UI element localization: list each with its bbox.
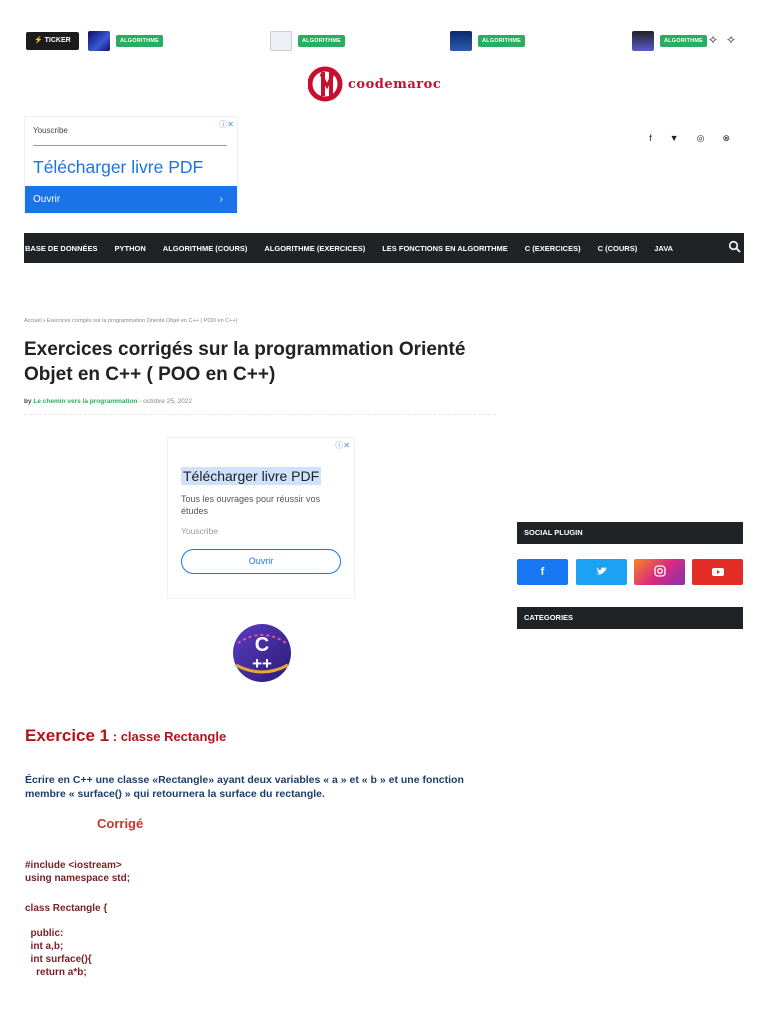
- page-title: Exercices corrigés sur la programmation Orienté Objet en C++ ( POO en C++): [24, 339, 466, 385]
- byline-prefix: by: [24, 398, 32, 405]
- facebook-icon[interactable]: f: [649, 133, 652, 143]
- instagram-icon[interactable]: ◎: [696, 133, 705, 143]
- main-nav: [24, 233, 744, 263]
- nav-item-java[interactable]: JAVA: [654, 243, 674, 253]
- next-arrow-icon[interactable]: ✧: [725, 33, 737, 47]
- meta-divider: [24, 414, 496, 415]
- ticker-badge: ⚡ TICKER: [26, 32, 79, 50]
- exercise-title: Exercice 1: [25, 726, 110, 745]
- ticker-item[interactable]: [632, 30, 707, 52]
- ad-open-label: Ouvrir: [33, 194, 61, 205]
- pinterest-icon[interactable]: ⊗: [722, 133, 730, 143]
- chart-thumb[interactable]: [270, 31, 292, 51]
- exercise-subtitle: : classe Rectangle: [109, 729, 227, 744]
- poo-thumb[interactable]: [632, 31, 654, 51]
- prev-arrow-icon[interactable]: ✧: [707, 33, 719, 47]
- nav-item-base-de-donnees[interactable]: BASE DE DONNÉES: [25, 243, 98, 253]
- chevron-right-icon: ›: [219, 194, 223, 205]
- flowchart-thumb[interactable]: [450, 31, 472, 51]
- inline-ad[interactable]: [167, 437, 355, 599]
- cpp-logo-image: [230, 621, 294, 685]
- logo-text: coodemaroc: [348, 76, 442, 92]
- category-tag[interactable]: ALGORITHME: [478, 35, 525, 47]
- ad-divider: [33, 145, 227, 146]
- breadcrumb-separator: ›: [43, 318, 46, 324]
- ad-description: Tous les ouvrages pour réussir vos études: [181, 494, 321, 516]
- facebook-button[interactable]: [517, 559, 568, 585]
- nav-item-c-exercices[interactable]: C (EXERCICES): [524, 243, 581, 253]
- svg-text:++: ++: [252, 654, 272, 673]
- facebook-icon: f: [540, 566, 545, 578]
- ad-choices-icon[interactable]: ⓘ✕: [335, 441, 350, 450]
- breadcrumb-home[interactable]: Accueil: [24, 318, 42, 324]
- nav-item-python[interactable]: PYTHON: [114, 243, 146, 253]
- twitter-button[interactable]: [576, 559, 627, 585]
- youtube-button[interactable]: [692, 559, 743, 585]
- ad-title[interactable]: Télécharger livre PDF: [33, 157, 204, 177]
- nav-item-algorithme-cours[interactable]: ALGORITHME (COURS): [162, 243, 248, 253]
- exercise-statement: Écrire en C++ une classe «Rectangle» ayant deux variables « a » et « b » et une fonction membre « surface() » qui retournera la surface du rectangle.: [25, 774, 464, 800]
- ad-title[interactable]: Télécharger livre PDF: [183, 468, 320, 484]
- post-date: - octobre 25, 2022: [139, 398, 193, 405]
- author-link[interactable]: Le chemin vers la programmation: [33, 398, 138, 405]
- exercise-heading: [25, 726, 226, 746]
- algorithm-thumb[interactable]: [88, 31, 110, 51]
- nav-item-fonctions-algorithme[interactable]: LES FONCTIONS EN ALGORITHME: [382, 243, 508, 253]
- post-meta: [24, 398, 192, 405]
- ad-open-button[interactable]: Ouvrir: [181, 549, 341, 574]
- corrige-label: Corrigé: [97, 816, 144, 831]
- ad-choices-icon[interactable]: ⓘ✕: [219, 120, 234, 129]
- twitter-icon: [596, 566, 608, 579]
- category-tag[interactable]: ALGORITHME: [116, 35, 163, 47]
- social-plugin-heading: SOCIAL PLUGIN: [517, 522, 743, 544]
- ad-open-button[interactable]: [25, 186, 237, 213]
- header-social-icons: [649, 133, 730, 144]
- category-tag[interactable]: ALGORITHME: [660, 35, 707, 47]
- nav-item-c-cours[interactable]: C (COURS): [597, 243, 638, 253]
- twitter-icon[interactable]: ▼: [669, 133, 679, 143]
- search-icon[interactable]: [728, 240, 742, 254]
- category-tag[interactable]: ALGORITHME: [298, 35, 345, 47]
- ad-source: Youscribe: [33, 126, 68, 135]
- header-ad[interactable]: [24, 116, 238, 214]
- svg-text:C: C: [254, 634, 270, 656]
- ad-source: Youscribe: [181, 526, 219, 536]
- ticker-item[interactable]: [450, 30, 525, 52]
- ticker-item[interactable]: [88, 30, 163, 52]
- code-block: class Rectangle {: [25, 903, 108, 914]
- categories-heading: CATEGORIES: [517, 607, 743, 629]
- news-ticker: [26, 30, 746, 52]
- logo-mark-icon: [308, 66, 346, 102]
- instagram-button[interactable]: [634, 559, 685, 585]
- instagram-icon: [654, 565, 666, 580]
- site-logo[interactable]: [308, 66, 441, 102]
- code-block: #include <iostream> using namespace std;: [25, 860, 131, 884]
- ticker-item[interactable]: [270, 30, 345, 52]
- youtube-icon: [711, 564, 725, 581]
- code-block: public: int a,b; int surface(){ return a*b;: [30, 928, 92, 978]
- breadcrumb-current: Exercices corrigés sur la programmation Orienté Objet en C++ ( POO en C++): [46, 318, 238, 324]
- breadcrumb: [24, 318, 237, 324]
- nav-item-algorithme-exercices[interactable]: ALGORITHME (EXERCICES): [264, 243, 366, 253]
